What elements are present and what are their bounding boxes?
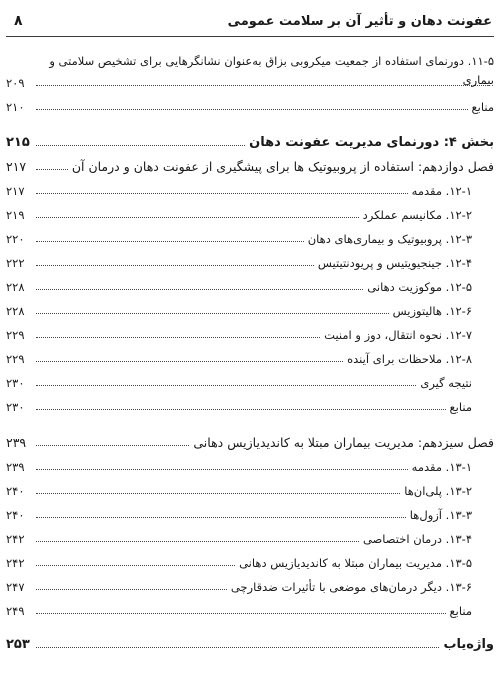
- toc-label: نتیجه گیری: [420, 376, 472, 390]
- running-title: عفونت دهان و تأثیر آن بر سلامت عمومی: [227, 13, 492, 29]
- toc-label: فصل دوازدهم: استفاده از پروبیوتیک ها برای پیشگیری از عفونت دهان و درمان آن: [71, 159, 494, 174]
- dot-leader: [36, 313, 389, 314]
- toc-entry-12-2[interactable]: [6, 198, 494, 222]
- toc-entry-13-4[interactable]: [6, 522, 494, 546]
- toc-label: ۱۳-۶. دیگر درمان‌های موضعی با تأثیرات ضدقارچی: [230, 580, 472, 594]
- toc-entry-conclusion-12[interactable]: [6, 366, 494, 390]
- toc-page-number: ۲۲۲: [6, 256, 25, 270]
- toc-entry-12-7[interactable]: [6, 318, 494, 342]
- toc-page-number: ۲۴۰: [6, 484, 25, 498]
- toc-page-number: ۲۳۹: [6, 460, 25, 474]
- toc-label: ۱۳-۴. درمان اختصاصی: [362, 532, 472, 546]
- dot-leader: [36, 445, 189, 446]
- toc-label: منابع: [449, 400, 472, 414]
- dot-leader: [36, 289, 363, 290]
- dot-leader: [36, 265, 314, 266]
- page-number: ۸: [14, 13, 23, 29]
- toc-label: ۱۳-۱. مقدمه: [411, 460, 472, 474]
- toc-entry-13-6[interactable]: [6, 570, 494, 594]
- toc-label: ۱۲-۶. هالیتوزیس: [392, 304, 472, 318]
- page-header: [6, 6, 494, 37]
- toc-page-number: ۲۱۷: [6, 159, 27, 174]
- toc-entry-12-1[interactable]: [6, 174, 494, 198]
- toc-entry-glossary[interactable]: [6, 624, 494, 652]
- toc-page-number: ۲۲۹: [6, 352, 25, 366]
- toc-label: منابع: [471, 100, 494, 114]
- toc-page-number: ۲۲۹: [6, 328, 25, 342]
- toc-label: ۱۲-۷. نحوه انتقال، دوز و امنیت: [324, 328, 472, 342]
- toc-page-number: ۲۲۰: [6, 232, 25, 246]
- toc-page-number: ۲۵۳: [6, 637, 30, 652]
- dot-leader: [36, 217, 359, 218]
- dot-leader: [36, 469, 408, 470]
- toc-page-number: ۲۱۰: [6, 100, 25, 114]
- toc-entry-13-5[interactable]: [6, 546, 494, 570]
- toc-label: ۱۲-۳. پروبیوتیک و بیماری‌های دهان: [307, 232, 472, 246]
- dot-leader: [36, 145, 245, 146]
- dot-leader: [36, 517, 406, 518]
- toc-entry-13-2[interactable]: [6, 474, 494, 498]
- toc-entry-12-8[interactable]: [6, 342, 494, 366]
- toc-page-number: ۲۲۸: [6, 304, 25, 318]
- dot-leader: [36, 647, 439, 648]
- toc-entry-part-4[interactable]: [6, 122, 494, 150]
- toc-page-number: ۲۴۲: [6, 556, 25, 570]
- toc-page-number: ۲۳۰: [6, 400, 25, 414]
- toc-entry-11-5[interactable]: [6, 48, 494, 90]
- dot-leader: [36, 193, 408, 194]
- dot-leader: [36, 361, 343, 362]
- toc-entry-13-1[interactable]: [6, 450, 494, 474]
- toc-label: ۱۱-۵. دورنمای استفاده از جمعیت میکروبی بزاق به‌عنوان نشانگرهایی برای تشخیص سلامتی و بیماری: [49, 54, 494, 87]
- dot-leader: [36, 109, 468, 110]
- toc-label: بخش ۴: دورنمای مدیریت عفونت دهان: [249, 135, 494, 150]
- dot-leader: [36, 409, 446, 410]
- dot-leader: [36, 85, 490, 86]
- toc-page-number: ۲۴۹: [6, 604, 25, 618]
- toc-page-number: ۲۱۹: [6, 208, 25, 222]
- toc-label: ۱۲-۱. مقدمه: [411, 184, 472, 198]
- dot-leader: [36, 565, 235, 566]
- toc-page-number: ۲۴۲: [6, 532, 25, 546]
- toc-page-number: ۲۳۰: [6, 376, 25, 390]
- dot-leader: [36, 613, 446, 614]
- dot-leader: [36, 337, 320, 338]
- toc-entry-references-13[interactable]: [6, 594, 494, 618]
- toc-entry-chapter-13[interactable]: [6, 426, 494, 450]
- toc-label: ۱۳-۵. مدیریت بیماران مبتلا به کاندیدیازیس دهانی: [239, 556, 472, 570]
- toc-label: ۱۳-۲. پلی‌ان‌ها: [404, 484, 472, 498]
- toc-page-number: ۲۰۹: [6, 76, 25, 90]
- toc-entry-13-3[interactable]: [6, 498, 494, 522]
- dot-leader: [36, 169, 68, 170]
- toc-entry-references-11[interactable]: [6, 90, 494, 114]
- toc-entry-12-4[interactable]: [6, 246, 494, 270]
- toc-page-number: ۲۳۹: [6, 435, 27, 450]
- toc-label: ۱۲-۵. موکوزیت دهانی: [367, 280, 472, 294]
- section-gap: [6, 414, 494, 426]
- toc-page-number: ۲۲۸: [6, 280, 25, 294]
- toc-entry-references-12[interactable]: [6, 390, 494, 414]
- table-of-contents: [6, 48, 494, 652]
- dot-leader: [36, 589, 227, 590]
- toc-entry-12-3[interactable]: [6, 222, 494, 246]
- toc-label: ۱۲-۲. مکانیسم عملکرد: [362, 208, 472, 222]
- toc-page-number: ۲۴۷: [6, 580, 25, 594]
- toc-entry-12-5[interactable]: [6, 270, 494, 294]
- toc-page-number: ۲۱۷: [6, 184, 25, 198]
- dot-leader: [36, 241, 304, 242]
- toc-label: واژه‌یاب: [443, 637, 494, 652]
- toc-page-number: ۲۱۵: [6, 135, 30, 150]
- toc-label: ۱۲-۸. ملاحظات برای آینده: [347, 352, 472, 366]
- toc-label: ۱۲-۴. جینجیویتیس و پریودنتیتیس: [317, 256, 472, 270]
- toc-label: فصل سیزدهم: مدیریت بیماران مبتلا به کاندیدیازیس دهانی: [193, 435, 494, 450]
- toc-label: منابع: [449, 604, 472, 618]
- toc-label: ۱۳-۳. آزول‌ها: [409, 508, 472, 522]
- dot-leader: [36, 493, 400, 494]
- dot-leader: [36, 385, 416, 386]
- toc-page-number: ۲۴۰: [6, 508, 25, 522]
- toc-entry-chapter-12[interactable]: [6, 150, 494, 174]
- toc-entry-12-6[interactable]: [6, 294, 494, 318]
- dot-leader: [36, 541, 359, 542]
